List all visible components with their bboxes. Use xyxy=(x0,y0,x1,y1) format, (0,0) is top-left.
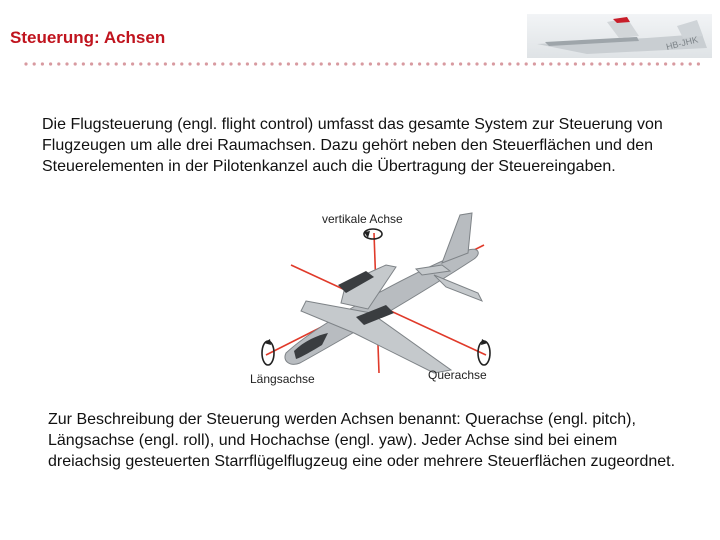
divider-dot xyxy=(566,62,569,65)
divider-dot xyxy=(172,62,175,65)
divider-dot xyxy=(90,62,93,65)
divider-dot xyxy=(475,62,478,65)
divider-dot xyxy=(426,62,429,65)
divider-dot xyxy=(188,62,191,65)
longitudinal-axis-label: Längsachse xyxy=(250,372,315,386)
divider-dot xyxy=(156,62,159,65)
divider-dot xyxy=(311,62,314,65)
divider-dot xyxy=(115,62,118,65)
airplane-header-image xyxy=(527,14,712,58)
divider-dot xyxy=(229,62,232,65)
divider-dot xyxy=(623,62,626,65)
divider-dot xyxy=(533,62,536,65)
divider-dot xyxy=(164,62,167,65)
divider-dot xyxy=(541,62,544,65)
divider-dot xyxy=(525,62,528,65)
axes-description-paragraph: Zur Beschreibung der Steuerung werden Achsen benannt: Querachse (engl. pitch), Längsachse (engl. roll), und Hochachse (engl. yaw). Jeder Achse sind bei einem dreiachsig gesteuerten Starrflügelflugzeug eine oder mehrere Steuerflächen zugeordnet. xyxy=(48,411,676,470)
divider-dot xyxy=(205,62,208,65)
divider-dot xyxy=(664,62,667,65)
divider-dot xyxy=(197,62,200,65)
divider-dot xyxy=(443,62,446,65)
divider-dot xyxy=(320,62,323,65)
divider-dot xyxy=(607,62,610,65)
divider-dot xyxy=(246,62,249,65)
vertical-axis-label: vertikale Achse xyxy=(322,212,403,226)
divider-dot xyxy=(24,62,27,65)
divider-dot xyxy=(98,62,101,65)
divider-dot xyxy=(385,62,388,65)
divider-dot xyxy=(139,62,142,65)
divider-dot xyxy=(82,62,85,65)
divider-dot xyxy=(574,62,577,65)
divider-dot xyxy=(484,62,487,65)
divider-dot xyxy=(410,62,413,65)
divider-dot xyxy=(328,62,331,65)
divider-dot xyxy=(262,62,265,65)
divider-dot xyxy=(279,62,282,65)
divider-dot xyxy=(516,62,519,65)
divider-dot xyxy=(270,62,273,65)
divider-dot xyxy=(459,62,462,65)
divider-dot xyxy=(672,62,675,65)
longitudinal-rotation-arrow xyxy=(262,341,274,365)
divider-dot xyxy=(418,62,421,65)
divider-dot xyxy=(147,62,150,65)
airplane-axes-diagram xyxy=(246,205,516,395)
divider-dot xyxy=(434,62,437,65)
divider-dot xyxy=(369,62,372,65)
divider-dot xyxy=(615,62,618,65)
divider-dot xyxy=(221,62,224,65)
divider-dot xyxy=(303,62,306,65)
divider-dot xyxy=(492,62,495,65)
divider-dot xyxy=(238,62,241,65)
divider-dot xyxy=(582,62,585,65)
divider-dot xyxy=(57,62,60,65)
divider-dot xyxy=(361,62,364,65)
divider-dot xyxy=(451,62,454,65)
divider-dot xyxy=(549,62,552,65)
divider-dot xyxy=(254,62,257,65)
divider-dot xyxy=(213,62,216,65)
divider-dot xyxy=(697,62,700,65)
lateral-axis-label: Querachse xyxy=(428,368,487,382)
divider-dot xyxy=(106,62,109,65)
divider-dot xyxy=(295,62,298,65)
divider-dot xyxy=(500,62,503,65)
divider-dot xyxy=(287,62,290,65)
divider-dot xyxy=(508,62,511,65)
divider-dot xyxy=(352,62,355,65)
title-divider xyxy=(24,62,704,66)
divider-dot xyxy=(402,62,405,65)
divider-dot xyxy=(180,62,183,65)
divider-dot xyxy=(377,62,380,65)
divider-dot xyxy=(598,62,601,65)
registration-text: HB-JHK xyxy=(665,34,700,52)
divider-dot xyxy=(648,62,651,65)
intro-paragraph: Die Flugsteuerung (engl. flight control) umfasst das gesamte System zur Steuerung von Flugzeugen um alle drei Raumachsen. Dazu gehört neben den Steuerflächen und den Steuerelementen in der Pilotenkanzel auch die Übertragung der Steuereingaben. xyxy=(42,116,663,175)
divider-dot xyxy=(33,62,36,65)
divider-dot xyxy=(131,62,134,65)
divider-dot xyxy=(41,62,44,65)
divider-dot xyxy=(467,62,470,65)
divider-dot xyxy=(689,62,692,65)
divider-dot xyxy=(680,62,683,65)
divider-dot xyxy=(631,62,634,65)
divider-dot xyxy=(49,62,52,65)
divider-dot xyxy=(557,62,560,65)
divider-dot xyxy=(336,62,339,65)
slide-title: Steuerung: Achsen xyxy=(10,28,166,47)
divider-dot xyxy=(344,62,347,65)
divider-dot xyxy=(74,62,77,65)
divider-dot xyxy=(123,62,126,65)
divider-dot xyxy=(656,62,659,65)
divider-dot xyxy=(590,62,593,65)
divider-dot xyxy=(639,62,642,65)
divider-dot xyxy=(393,62,396,65)
divider-dot xyxy=(65,62,68,65)
